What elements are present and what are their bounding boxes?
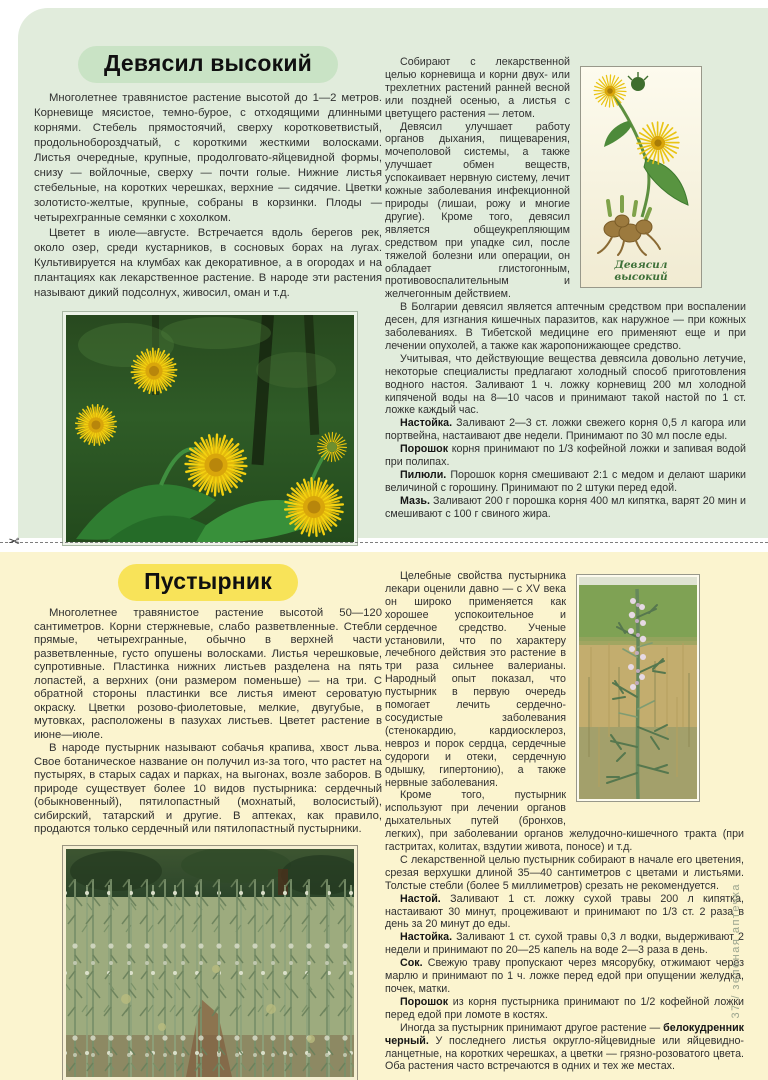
- section2-title-banner: [118, 564, 298, 601]
- recipe-lead: Настойка.: [400, 417, 453, 430]
- recipe-lead: Настой.: [400, 892, 441, 905]
- motherwort-photo: [576, 574, 700, 802]
- paragraph: В народе пустырник называют собачья крапива, хвост льва. Свое ботаническое название он получил из-за того, что растет на пустырях, в старых садах и парках, на выгонах, возле заборов. В природе существует более 10 видов пустырника: сердечный (обыкновенный), пятилопастный (мохнатый, волосистый), сибирский, татарский и другие. В аптеках, как правило, продаются только сердечный или пятилопастный пустырники.: [34, 742, 382, 835]
- elecampane-photo: [62, 311, 358, 546]
- paragraph: Собирают с лекарственной целью корневища и корни двух- или трехлетних растений ранней весной или поздней осенью, а листья с цветущего растения — летом.: [385, 56, 570, 120]
- paragraph: Настой. Заливают 1 ст. ложку сухой травы 200 л кипятка, настаивают 30 минут, процеживают и принимают по 1/3 ст. 2 раза в день за 20 минут до еды.: [385, 892, 744, 931]
- paragraph: В Болгарии девясил является аптечным средством при воспалении десен, для изгнания кишечных паразитов, как наружное — при кожных заболеваниях. В Тибетской медицине его применяют еще и при лечении опухолей, а также как жаропонижающее средство.: [385, 301, 746, 352]
- paragraph: Настойка. Заливают 2—3 ст. ложки свежего корня 0,5 л кагора или портвейна, настаивают две недели. Принимают по 30 мл после еды.: [385, 417, 746, 443]
- paragraph: С лекарственной целью пустырник собирают в начале его цветения, срезая верхушки длиной 35—40 сантиметров с цветами и листьями. Толстые стебли (более 5 миллиметров) срезать не рекомендуется.: [385, 853, 744, 892]
- section1-title: Девясил высокий: [103, 50, 313, 76]
- paragraph: Иногда за пустырник принимают другое растение — белокудренник черный. У последнего листья округло-яйцевидные или яйцевидно-ланцетные, на коротких черешках, а цветки — грязно-розоватого цвета. Оба растения часто встречаются в одних и тех же местах.: [385, 1021, 744, 1073]
- section-elecampane: [18, 8, 768, 538]
- recipe-lead: Настойка.: [400, 931, 453, 944]
- recipe-lead: Порошок: [400, 443, 449, 456]
- illustration-caption: Девясил высокий: [614, 259, 668, 283]
- paragraph: Учитывая, что действующие вещества девясила довольно летучие, некоторые специалисты предлагают холодный способ приготовления водного настоя. Заливают 1 ч. ложку корневищ 200 мл холодной кипяченой воды на 8—10 часов и принимают такой настой по 1 ст. ложке каждый час.: [385, 352, 746, 417]
- motherwort-field-photo-art: [66, 849, 354, 1077]
- section-motherwort: [0, 552, 768, 1080]
- elecampane-photo-art: [66, 315, 354, 542]
- scissors-icon: ✂: [8, 533, 20, 549]
- paragraph: Целебные свойства пустырника лекари оценили давно — с XV века он широко применяется как хорошее успокоительное и сердечное средство. Ученые установили, что по характеру лечебного действия это растение в три раза сильнее валерианы. Народный опыт показал, что пустырник в первую очередь помогает лечить сердечно-сосудистые заболевания (стенокардию, кардиосклероз, невроз и порок сердца, сердечные судороги и отеки, сердечную одышку, гипертонию), а также нервные заболевания.: [385, 570, 566, 789]
- cut-line: [0, 533, 768, 549]
- section1-right-column: [385, 38, 746, 546]
- section2-left-column: [34, 564, 382, 1080]
- recipe-lead: Порошок: [400, 995, 449, 1008]
- motherwort-field-photo: [62, 845, 358, 1080]
- section1-columns: [18, 8, 768, 546]
- paragraph: Цветет в июле—августе. Встречается вдоль берегов рек, около озер, среди кустарников, в сосновых борах на лугах. Культивируется на клумбах как декоративное, а в огородах и на плантациях как лекарственное растение. В народе эти растения называют дикий подсолнух, живосил, оман и т.д.: [34, 227, 382, 299]
- section1-left-column: [34, 38, 382, 546]
- paragraph: Порошок из корня пустырника принимают по 1/2 кофейной ложки перед едой при ломоте в костях.: [385, 995, 744, 1021]
- recipe-lead: Пилюли.: [400, 469, 447, 481]
- paragraph: Девясил улучшает работу органов дыхания, пищеварения, мочеполовой системы, а также улучшает обмен веществ, успокаивает нервную систему, лечит кожные заболевания инфекционной природы (лишаи, рожу и многие другие). Кроме того, девясил является общеукрепляющим средством при упадке сил, после тяжелой болезни или операции, он обладает глистогонным, противовоспалительным и желчегонным действием.: [385, 120, 570, 301]
- paragraph: Многолетнее травянистое растение высотой до 1—2 метров. Корневище мясистое, темно-бурое, с отходящими длинными корнями. Стебель прямостоячий, сверху коротковетвистый, продольнобороздчатый, с короткими жесткими волосками. Листья очередные, крупные, продолговато-яйцевидной формы, снизу — войлочные, сверху — почти голые. Нижние листья стебельные, на коротких черешках, верхние — сидячие. Цветки золотисто-желтые, крупные, собраны в корзинки. Плоды — четырехгранные семянки с хохолком.: [34, 92, 382, 224]
- recipe-lead: Мазь.: [400, 494, 430, 507]
- paragraph: Настойка. Заливают 1 ст. сухой травы 0,3 л водки, выдерживают 2 недели и принимают по 20—25 капель на воде 2—3 раза в день.: [385, 931, 744, 957]
- section2-title: Пустырник: [144, 568, 272, 594]
- paragraph: Порошок корня принимают по 1/3 кофейной ложки и запивая водой при полипах.: [385, 443, 746, 469]
- recipe-lead: Сок.: [400, 957, 423, 970]
- paragraph: Мазь. Заливают 200 г порошка корня 400 мл кипятка, варят 20 мин и смешивают с 100 г свиного жира.: [385, 494, 746, 520]
- paragraph: Пилюли. Порошок корня смешивают 2:1 с медом и делают шарики величиной с горошину. Принимают по 2 штуки перед едой.: [385, 469, 746, 494]
- section2-right-column: [385, 564, 744, 1080]
- motherwort-photo-art: [579, 577, 697, 799]
- elecampane-illustration: [580, 66, 702, 288]
- page-number-label: 37 / зеленая аптечка: [730, 882, 742, 1018]
- paragraph: Многолетнее травянистое растение высотой 50—120 сантиметров. Корни стержневые, слабо разветвленные. Стебли прямые, четырехгранные, обычно в верхней части разветвленные, густо опушены волосками. Листья черешковые, супротивные. Пластинка нижних листьев разделена на пять лопастей, а верхних (они размером поменьше) — на три. С обратной стороны пластинки все листья имеют сероватую окраску. Цветки розово-фиолетовые, мелкие, двугубые, в мутовках, расположены в пазухах листьев. Цветет растение в июне—июле.: [34, 607, 382, 741]
- paragraph: Кроме того, пустырник используют при лечении органов дыхательных путей (бронхов, легких), при заболевании органов желудочно-кишечного тракта (при гастритах, колитах, вздутии живота, поносе) и т.д.: [385, 789, 744, 854]
- elecampane-illustration-art: [584, 69, 698, 257]
- paragraph: Сок. Свежую траву пропускают через мясорубку, отжимают через марлю и принимают по 1 ч. ложке перед едой при опущении желудка, почек, матки.: [385, 957, 744, 995]
- section1-title-banner: [78, 46, 338, 83]
- section2-columns: [0, 552, 768, 1080]
- plant-name-bold: белокудренник черный.: [385, 1021, 744, 1047]
